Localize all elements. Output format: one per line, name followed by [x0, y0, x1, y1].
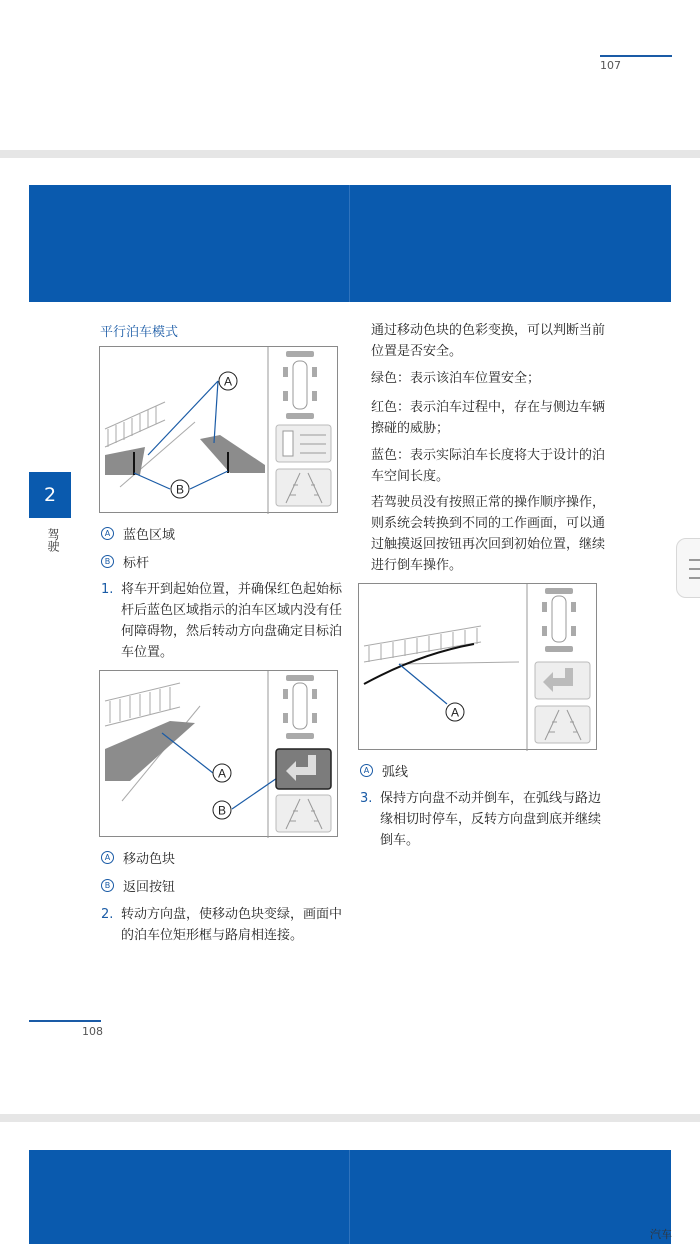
red-meaning	[371, 397, 611, 439]
text-line: 进行倒车操作。	[371, 558, 463, 573]
parking-space-icon	[276, 425, 331, 462]
menu-line-icon	[689, 559, 700, 561]
text-line: 通过移动色块的色彩变换，可以判断当前	[371, 323, 606, 338]
return-button-icon[interactable]	[535, 662, 590, 699]
legend-text: 弧线	[382, 765, 409, 780]
car-sensor-icon	[283, 351, 317, 419]
page-gap-top	[0, 150, 700, 158]
header-band-divider	[349, 185, 350, 302]
previous-page-rule	[600, 55, 672, 57]
car-sensor-icon	[283, 675, 317, 739]
figure-arc-line	[358, 583, 597, 750]
return-button-icon[interactable]	[276, 749, 331, 789]
figure1-label-a: A	[223, 374, 233, 389]
page-number: 108	[82, 1025, 103, 1038]
legend-marker-b: B	[101, 879, 114, 892]
figure3-label-a: A	[450, 705, 460, 720]
step-line: 杆后蓝色区域指示的泊车区域内没有任	[121, 603, 343, 618]
text-line: 过触摸返回按钮再次回到初始位置，继续	[371, 537, 606, 552]
menu-line-icon	[689, 577, 700, 579]
figure-parking-start	[99, 346, 338, 513]
figure-arc-line-drawing	[359, 584, 598, 751]
text-line: 蓝色：表示实际泊车长度将大于设计的泊	[371, 448, 606, 463]
text-line: 则系统会转换到不同的工作画面，可以通	[371, 516, 606, 531]
step-line: 车位置。	[121, 645, 174, 660]
text-line: 绿色：表示该泊车位置安全；	[371, 371, 541, 386]
step-line: 转动方向盘，使移动色块变绿，画面中	[121, 907, 343, 922]
legend-text: 标杆	[123, 556, 150, 571]
page-footer-rule	[29, 1020, 101, 1022]
legend-marker-a: A	[101, 527, 114, 540]
section-title: 平行泊车模式	[100, 325, 179, 340]
legend-text: 返回按钮	[123, 880, 176, 895]
step-number: 1.	[101, 582, 114, 597]
camera-guide-icon	[276, 795, 331, 832]
menu-line-icon	[689, 568, 700, 570]
figure-parking-start-drawing	[100, 347, 339, 514]
figure2-legend-a	[101, 848, 175, 867]
text-line: 红色：表示泊车过程中，存在与侧边车辆	[371, 400, 606, 415]
abnormal-operation-note	[371, 492, 611, 576]
step-line: 的泊车位矩形框与路肩相连接。	[121, 928, 304, 943]
figure-moving-block	[99, 670, 338, 837]
side-menu-tab[interactable]	[676, 538, 700, 598]
figure2-legend-b	[101, 876, 175, 895]
step-2	[101, 904, 346, 946]
page-header-band	[29, 185, 671, 302]
car-sensor-icon	[542, 588, 576, 652]
chapter-tab: 2	[29, 472, 71, 518]
figure1-legend-b	[101, 552, 149, 571]
step-line: 何障碍物，然后转动方向盘确定目标泊	[121, 624, 343, 639]
legend-marker-a: A	[101, 851, 114, 864]
blue-meaning	[371, 445, 611, 487]
previous-page-stub	[0, 0, 700, 150]
color-change-intro	[371, 320, 611, 362]
step-1	[101, 579, 346, 663]
legend-marker-b: B	[101, 555, 114, 568]
step-line: 保持方向盘不动并倒车，在弧线与路边	[380, 791, 602, 806]
next-page-header-band	[29, 1150, 671, 1244]
camera-guide-icon	[276, 469, 331, 506]
figure1-legend-a	[101, 524, 175, 543]
watermark: 汽车	[650, 1228, 672, 1241]
chapter-name: 驾驶	[46, 528, 60, 552]
legend-text: 移动色块	[123, 852, 176, 867]
camera-guide-icon	[535, 706, 590, 743]
step-line: 倒车。	[380, 833, 420, 848]
text-line: 位置是否安全。	[371, 344, 463, 359]
text-line: 若驾驶员没有按照正常的操作顺序操作，	[371, 495, 606, 510]
text-line: 擦碰的威胁；	[371, 421, 450, 436]
header-band-divider	[349, 1150, 350, 1244]
text-line: 车空间长度。	[371, 469, 450, 484]
step-line: 将车开到起始位置，并确保红色起始标	[121, 582, 343, 597]
step-line: 缘相切时停车，反转方向盘到底并继续	[380, 812, 602, 827]
figure-moving-block-drawing	[100, 671, 339, 838]
previous-page-number: 107	[600, 59, 621, 72]
figure1-label-b: B	[175, 482, 185, 497]
legend-marker-a: A	[360, 764, 373, 777]
page-gap-bottom	[0, 1114, 700, 1122]
step-number: 3.	[360, 791, 373, 806]
figure2-label-b: B	[217, 803, 227, 818]
green-meaning	[371, 368, 611, 389]
step-3	[360, 788, 610, 851]
legend-text: 蓝色区域	[123, 528, 176, 543]
step-number: 2.	[101, 907, 114, 922]
figure3-legend-a	[360, 761, 408, 780]
figure2-label-a: A	[217, 766, 227, 781]
